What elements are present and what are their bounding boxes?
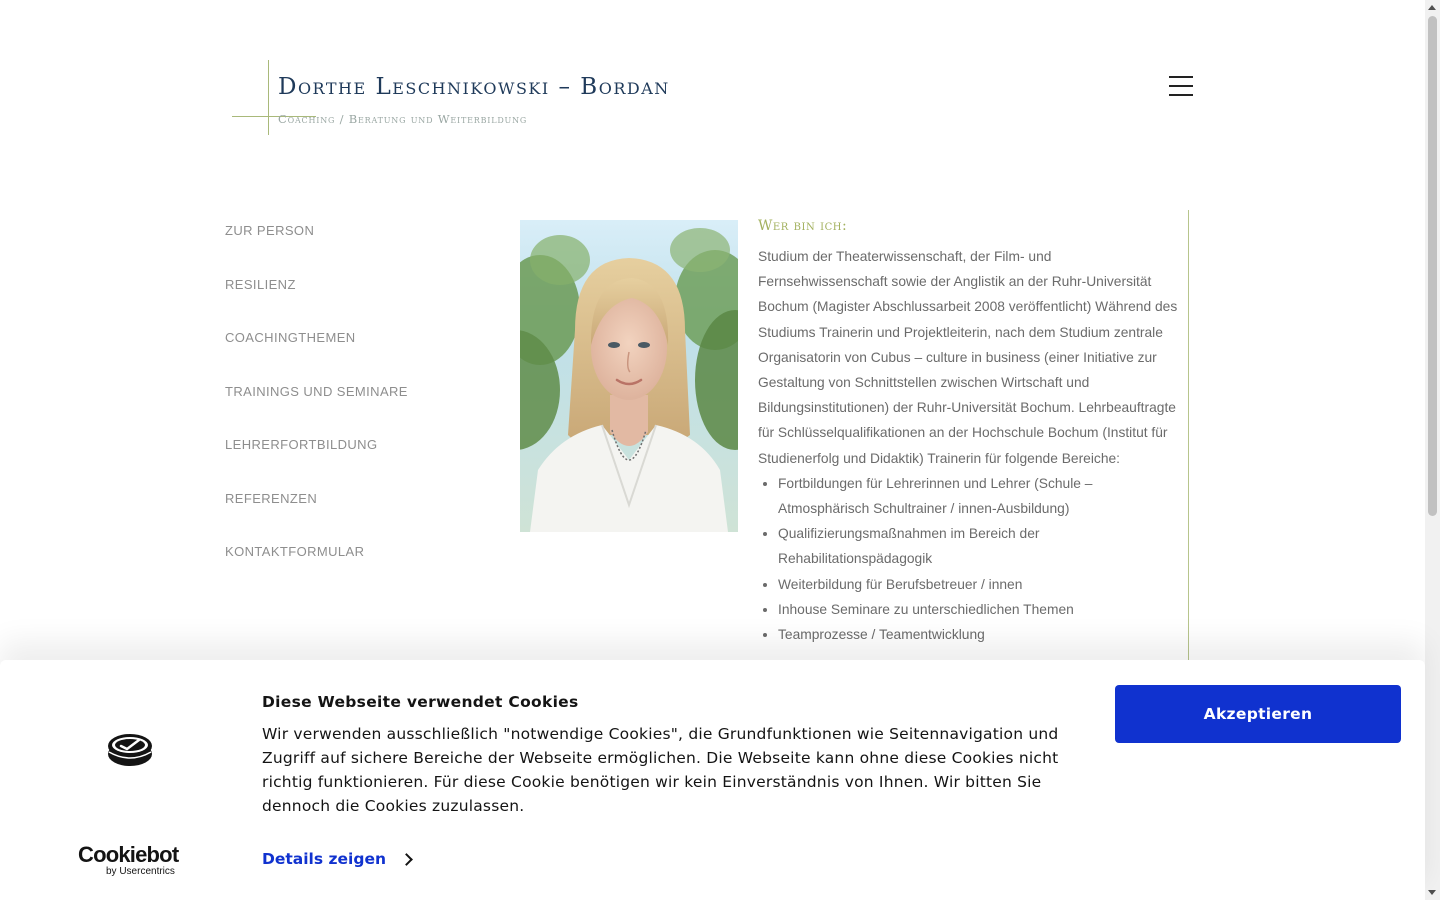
list-item: • Fortbildungen für Lehrerinnen und Lehrer (Schule – Atmosphärisch Schultrainer / innen-Ausbildung) bbox=[778, 471, 1180, 521]
nav-item-lehrerfortbildung[interactable]: LEHRERFORTBILDUNG bbox=[225, 437, 378, 452]
nav-item-trainings-und-seminare[interactable]: TRAININGS UND SEMINARE bbox=[225, 383, 408, 399]
site-logo[interactable] bbox=[232, 60, 712, 140]
about-paragraph: Studium der Theaterwissenschaft, der Film- und Fernsehwissenschaft sowie der Anglistik an der Ruhr-Universität Bochum (Magister Abschlussarbeit 2008 veröffentlicht) Während des Studiums Trainerin und Projektleiterin, nach dem Studium zentrale Organisatorin von Cubus – culture in business (einer Initiative zur Gestaltung von Schnittstellen zwischen Wirtschaft und Bildungsinstitutionen) der Ruhr-Universität Bochum. Lehrbeauftragte für Schlüsselqualifikationen an der Hochschule Bochum (Institut für Studienerfolg und Didaktik) Trainerin für folgende Bereiche: bbox=[758, 249, 1178, 466]
details-toggle[interactable] bbox=[262, 850, 411, 868]
hamburger-bar bbox=[1169, 94, 1193, 96]
hamburger-bar bbox=[1169, 76, 1193, 78]
chevron-right-icon bbox=[400, 853, 413, 866]
nav-item-kontaktformular[interactable]: KONTAKTFORMULAR bbox=[225, 544, 365, 559]
logo-name: Dorthe Leschnikowski – Bordan bbox=[278, 74, 670, 100]
about-content bbox=[758, 218, 1180, 668]
accept-button[interactable]: Akzeptieren bbox=[1115, 685, 1401, 743]
about-heading: Wer bin ich: bbox=[758, 218, 848, 234]
nav-item-zur-person[interactable]: ZUR PERSON bbox=[225, 223, 315, 238]
cookie-title: Diese Webseite verwendet Cookies bbox=[262, 693, 579, 711]
cookiebot-logo-icon bbox=[106, 732, 154, 768]
list-item: • Inhouse Seminare zu unterschiedlichen Themen bbox=[778, 597, 1180, 622]
nav-item-resilienz[interactable]: RESILIENZ bbox=[225, 276, 296, 292]
list-item: • Weiterbildung für Berufsbetreuer / innen bbox=[778, 572, 1180, 597]
side-navigation bbox=[225, 222, 485, 597]
nav-item-coachingthemen[interactable]: COACHINGTHEMEN bbox=[225, 330, 356, 345]
cookiebot-name: Cookiebot bbox=[78, 842, 179, 867]
logo-tagline: Coaching / Beratung und Weiterbildung bbox=[278, 112, 528, 126]
logo-line-vertical bbox=[268, 60, 269, 135]
scroll-down-icon[interactable] bbox=[1428, 890, 1436, 895]
page-scrollbar[interactable] bbox=[1425, 0, 1440, 900]
scroll-thumb[interactable] bbox=[1428, 16, 1437, 516]
cookiebot-brand[interactable] bbox=[78, 844, 188, 878]
hamburger-bar bbox=[1169, 85, 1193, 87]
list-item: • Qualifizierungsmaßnahmen im Bereich der Rehabilitationspädagogik bbox=[778, 521, 1180, 571]
details-label: Details zeigen bbox=[262, 850, 386, 868]
content-border-line bbox=[1188, 210, 1189, 670]
about-list bbox=[758, 471, 1180, 647]
portrait-photo bbox=[520, 220, 738, 532]
cookiebot-by: by Usercentrics bbox=[106, 866, 175, 877]
hamburger-menu-icon[interactable] bbox=[1169, 76, 1193, 96]
list-item: • Teamprozesse / Teamentwicklung bbox=[778, 622, 1180, 647]
cookie-text: Wir verwenden ausschließlich "notwendige Cookies", die Grundfunktionen wie Seitennavigation und Zugriff auf sichere Bereiche der Webseite ermöglichen. Die Webseite kann ohne diese Cookies nicht richtig funktionieren. Für diese Cookie benötigen wir kein Einverständnis von Ihnen. Wir bitten Sie dennoch die Cookies zuzulassen. bbox=[262, 725, 1059, 815]
cookie-banner bbox=[0, 660, 1425, 900]
scroll-up-icon[interactable] bbox=[1428, 5, 1436, 10]
nav-item-referenzen[interactable]: REFERENZEN bbox=[225, 490, 318, 506]
